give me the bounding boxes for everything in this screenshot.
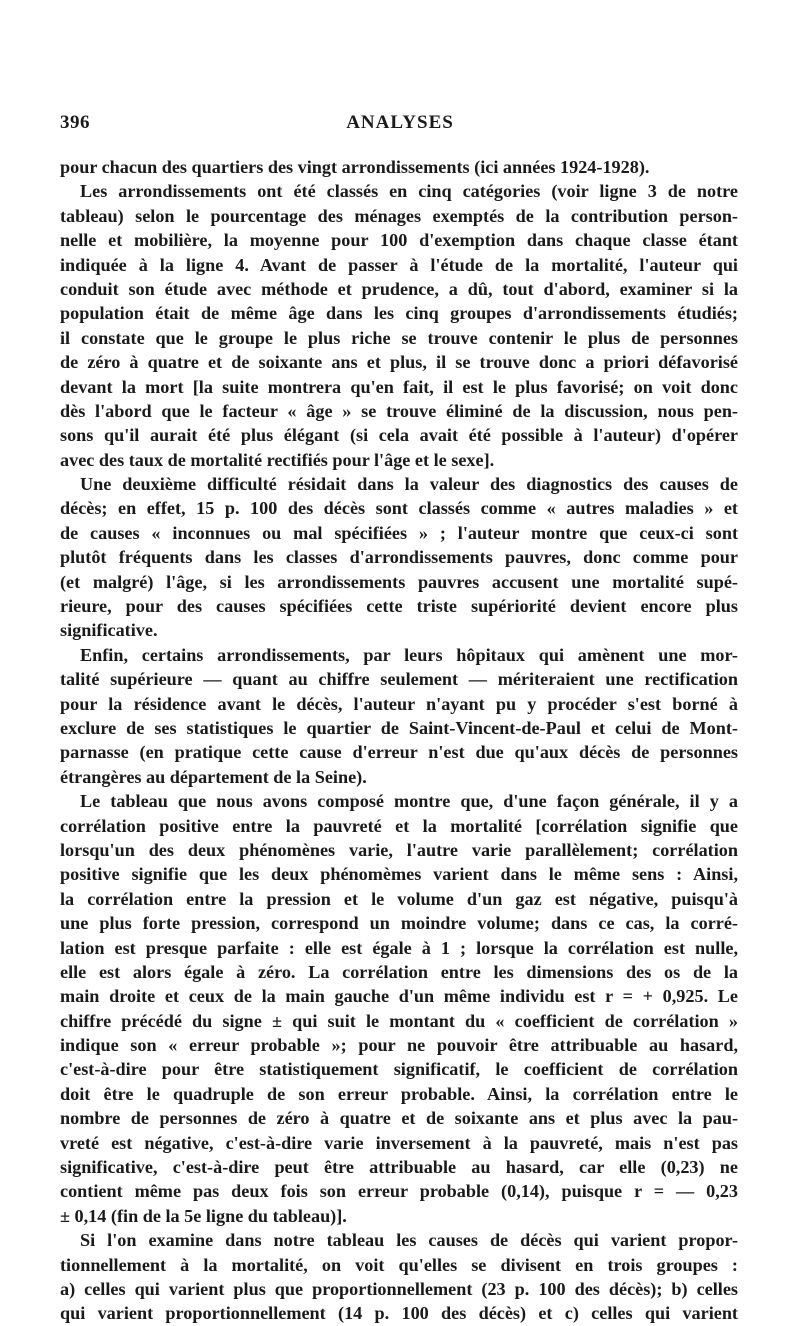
text-line: doit être le quadruple de son erreur probable. Ainsi, la corrélation entre le: [60, 1083, 738, 1104]
page-number: 396: [60, 112, 90, 133]
page-header: [60, 112, 740, 142]
text-line: pour chacun des quartiers des vingt arrondissements (ici années 1924-1928).: [60, 157, 650, 177]
text-line: dès l'abord que le facteur « âge » se trouve éliminé de la discussion, nous pen-: [60, 400, 738, 421]
text-line: significative, c'est-à-dire peut être attribuable au hasard, car elle (0,23) ne: [60, 1157, 738, 1178]
text-line: significative.: [60, 620, 158, 641]
text-line: lorsqu'un des deux phénomènes varie, l'autre varie parallèlement; corrélation: [60, 839, 738, 860]
text-line: tionnellement à la mortalité, on voit qu'elles se divisent en trois groupes :: [60, 1254, 738, 1275]
text-line: tableau) selon le pourcentage des ménages exemptés de la contribution person-: [60, 205, 738, 226]
text-line: Si l'on examine dans notre tableau les causes de décès qui varient propor-: [80, 1230, 738, 1251]
text-line: ± 0,14 (fin de la 5e ligne du tableau)].: [60, 1205, 347, 1226]
text-line: qui varient proportionnellement (14 p. 100 des décès) et c) celles qui varient: [60, 1303, 738, 1324]
text-line: lation est presque parfaite : elle est égale à 1 ; lorsque la corrélation est nulle,: [60, 937, 738, 958]
text-line: exclure de ses statistiques le quartier de Saint-Vincent-de-Paul et celui de Mont-: [60, 717, 738, 738]
text-line: avec des taux de mortalité rectifiés pour l'âge et le sexe].: [60, 449, 495, 470]
running-head: ANALYSES: [346, 112, 454, 133]
body-text: [60, 155, 738, 1326]
text-line: Le tableau que nous avons composé montre que, d'une façon générale, il y a: [80, 791, 738, 812]
text-line: sons qu'il aurait été plus élégant (si cela avait été possible à l'auteur) d'opérer: [60, 425, 738, 446]
text-line: conduit son étude avec méthode et prudence, a dû, tout d'abord, examiner si la: [60, 278, 738, 299]
text-line: Enfin, certains arrondissements, par leurs hôpitaux qui amènent une mor-: [80, 644, 738, 665]
text-line: décès; en effet, 15 p. 100 des décès sont classés comme « autres maladies » et: [60, 498, 738, 519]
text-line: Les arrondissements ont été classés en cinq catégories (voir ligne 3 de notre: [80, 181, 738, 202]
text-line: indiquée à la ligne 4. Avant de passer à l'étude de la mortalité, l'auteur qui: [60, 254, 738, 275]
text-line: (et malgré) l'âge, si les arrondissements pauvres accusent une mortalité supé-: [60, 571, 738, 592]
text-line: main droite et ceux de la main gauche d'un même individu est r = + 0,925. Le: [60, 986, 738, 1007]
text-line: plutôt fréquents dans les classes d'arrondissements pauvres, donc comme pour: [60, 547, 738, 568]
text-line: contient même pas deux fois son erreur probable (0,14), puisque r = — 0,23: [60, 1181, 738, 1202]
text-line: devant la mort [la suite montrera qu'en fait, il est le plus favorisé; on voit donc: [60, 376, 738, 397]
text-line: pour la résidence avant le décès, l'auteur n'ayant pu y procéder s'est borné à: [60, 693, 738, 714]
text-line: c'est-à-dire pour être statistiquement significatif, le coefficient de corrélation: [60, 1059, 738, 1080]
text-line: chiffre précédé du signe ± qui suit le montant du « coefficient de corrélation »: [60, 1010, 738, 1031]
text-line: positive signifie que les deux phénomèmes varient dans le même sens : Ainsi,: [60, 864, 738, 885]
text-line: nombre de personnes de zéro à quatre et de soixante ans et plus avec la pau-: [60, 1108, 738, 1129]
text-line: vreté est négative, c'est-à-dire varie inversement à la pauvreté, mais n'est pas: [60, 1132, 738, 1153]
text-line: indique son « erreur probable »; pour ne pouvoir être attribuable au hasard,: [60, 1035, 738, 1056]
text-line: population était de même âge dans les cinq groupes d'arrondissements étudiés;: [60, 303, 738, 324]
text-line: Une deuxième difficulté résidait dans la valeur des diagnostics des causes de: [80, 474, 738, 495]
text-line: étrangères au département de la Seine).: [60, 766, 367, 787]
text-line: corrélation positive entre la pauvreté et la mortalité [corrélation signifie que: [60, 815, 738, 836]
text-line: a) celles qui varient plus que proportionnellement (23 p. 100 des décès); b) celles: [60, 1278, 738, 1299]
text-line: elle est alors égale à zéro. La corrélation entre les dimensions des os de la: [60, 961, 738, 982]
text-line: il constate que le groupe le plus riche se trouve contenir le plus de personnes: [60, 327, 738, 348]
text-line: parnasse (en pratique cette cause d'erreur n'est due qu'aux décès de personnes: [60, 742, 738, 763]
text-line: talité supérieure — quant au chiffre seulement — mériteraient une rectification: [60, 669, 738, 690]
text-line: de zéro à quatre et de soixante ans et plus, il se trouve donc a priori défavorisé: [60, 352, 738, 373]
text-line: nelle et mobilière, la moyenne pour 100 d'exemption dans chaque classe étant: [60, 230, 738, 251]
text-line: une plus forte pression, correspond un moindre volume; dans ce cas, la corré-: [60, 913, 738, 934]
text-line: de causes « inconnues ou mal spécifiées » ; l'auteur montre que ceux-ci sont: [60, 522, 738, 543]
text-line: la corrélation entre la pression et le volume d'un gaz est négative, puisqu'à: [60, 888, 738, 909]
text-line: rieure, pour des causes spécifiées cette triste supériorité devient encore plus: [60, 596, 738, 617]
